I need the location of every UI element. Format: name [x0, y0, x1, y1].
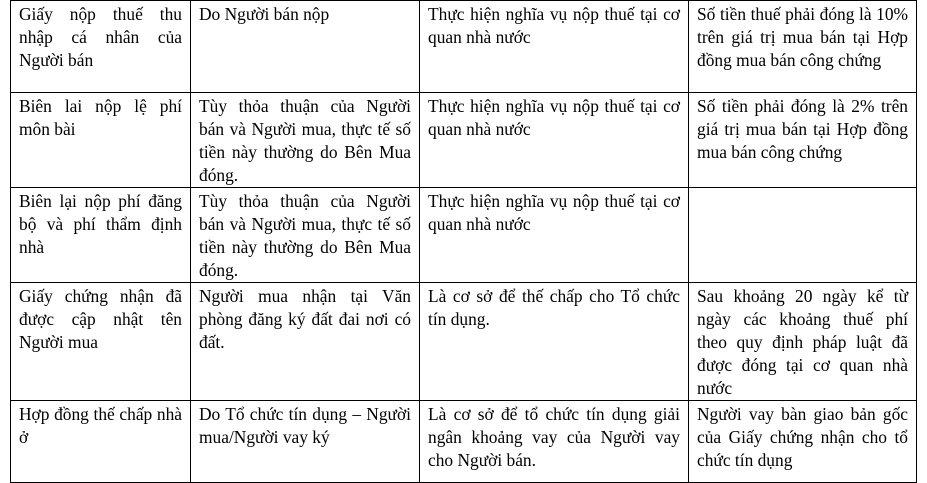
- table-row: [11, 1, 917, 93]
- purpose-cell: Thực hiện nghĩa vụ nộp thuế tại cơ quan nhà nước: [420, 188, 689, 283]
- table-row: [11, 283, 917, 401]
- document-cell: Biên lai nộp lệ phí môn bài: [11, 93, 191, 188]
- payer-cell: Tùy thỏa thuận của Người bán và Người mua, thực tế số tiền này thường do Bên Mua đóng.: [191, 188, 420, 283]
- payer-cell: Do Tổ chức tín dụng – Người mua/Người vay ký: [191, 401, 420, 483]
- payer-cell: Người mua nhận tại Văn phòng đăng ký đất đai nơi có đất.: [191, 283, 420, 401]
- document-cell: Giấy chứng nhận đã được cập nhật tên Người mua: [11, 283, 191, 401]
- document-cell: Biên lại nộp phí đăng bộ và phí thẩm định nhà: [11, 188, 191, 283]
- table-row: [11, 401, 917, 483]
- payer-cell: Do Người bán nộp: [191, 1, 420, 93]
- note-cell: Số tiền thuế phải đóng là 10% trên giá trị mua bán tại Hợp đồng mua bán công chứng: [689, 1, 917, 93]
- note-cell: Người vay bàn giao bản gốc của Giấy chứng nhận cho tổ chức tín dụng: [689, 401, 917, 483]
- purpose-cell: Là cơ sở để thế chấp cho Tổ chức tín dụng.: [420, 283, 689, 401]
- document-cell: Giấy nộp thuế thu nhập cá nhân của Người bán: [11, 1, 191, 93]
- document-cell: Hợp đồng thế chấp nhà ở: [11, 401, 191, 483]
- purpose-cell: Thực hiện nghĩa vụ nộp thuế tại cơ quan nhà nước: [420, 1, 689, 93]
- table-row: [11, 188, 917, 283]
- payer-cell: Tùy thỏa thuận của Người bán và Người mua, thực tế số tiền này thường do Bên Mua đóng.: [191, 93, 420, 188]
- table-row: [11, 93, 917, 188]
- note-cell: Số tiền phải đóng là 2% trên giá trị mua bán tại Hợp đồng mua bán công chứng: [689, 93, 917, 188]
- note-cell: Sau khoảng 20 ngày kể từ ngày các khoảng thuế phí theo quy định pháp luật đã được đóng tại cơ quan nhà nước: [689, 283, 917, 401]
- note-cell: [689, 188, 917, 283]
- purpose-cell: Là cơ sở để tổ chức tín dụng giải ngân khoảng vay của Người vay cho Người bán.: [420, 401, 689, 483]
- document-table: [10, 0, 917, 483]
- purpose-cell: Thực hiện nghĩa vụ nộp thuế tại cơ quan nhà nước: [420, 93, 689, 188]
